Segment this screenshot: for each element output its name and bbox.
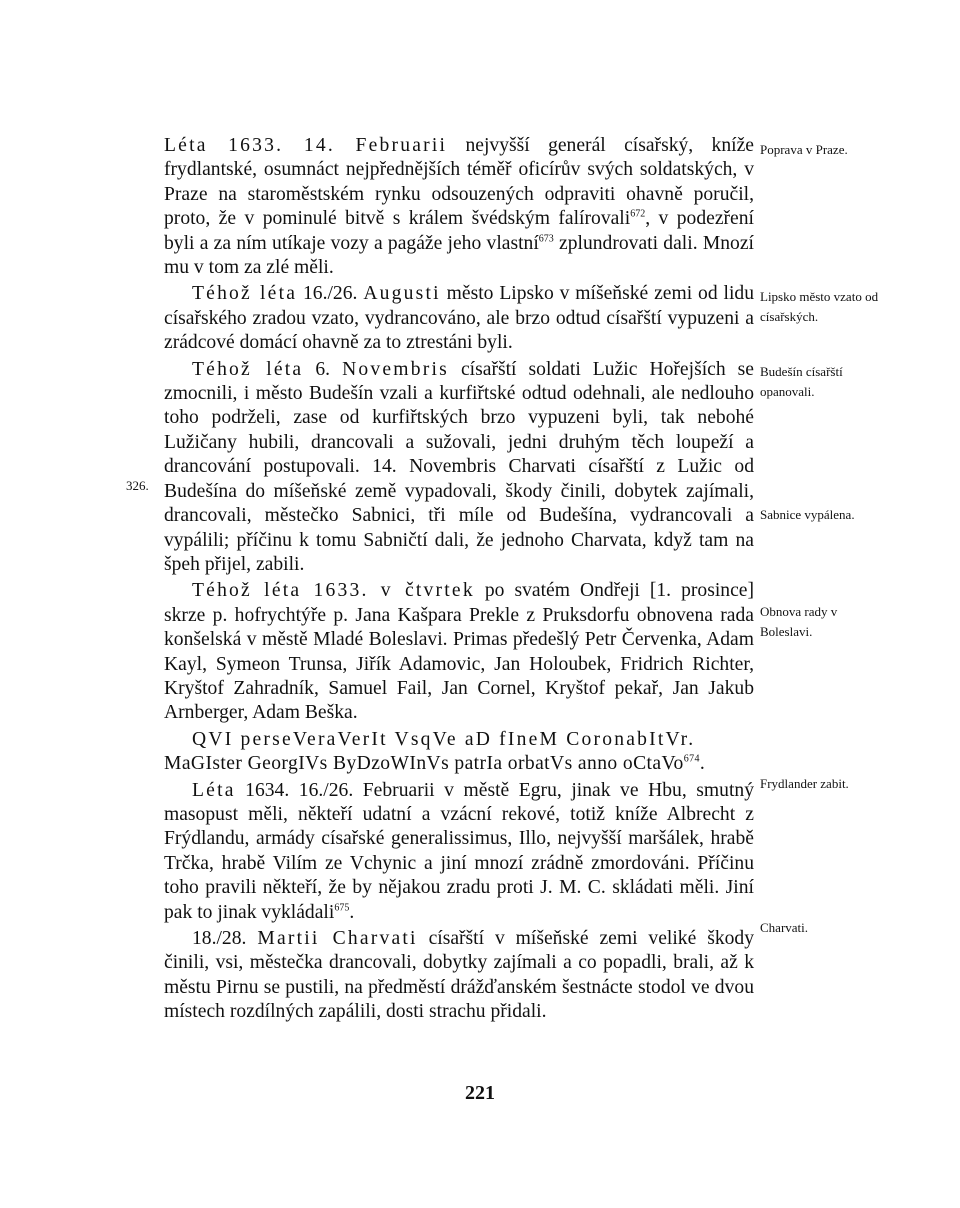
footnote-ref-672: 672 (630, 208, 646, 220)
paragraph-3 (164, 358, 754, 578)
margin-note-budesin: Budešín císařští opanovali. (760, 364, 843, 399)
margin-note-obnova: Obnova rady v Boleslavi. (760, 604, 838, 639)
page-number: 221 (465, 1082, 495, 1104)
paragraph-1-lead: Léta 1633. 14. Februarii (164, 135, 448, 156)
line-marker: 326. (126, 478, 149, 493)
paragraph-2-text: 16./26. (297, 283, 364, 305)
paragraph-2 (164, 282, 754, 355)
paragraph-7-text-2: císařští v míšeňské zemi veliké škody činili, vsi, městečka drancovali, dobytky zajímali a co popadli, brali, až k městu Pirnu se pustili, na předměstí drážďanském šestnácte stodol ve dvou místech rozdílných zapálili, dosti strachu přidali. (164, 928, 755, 1023)
paragraph-2-lead-2: Augusti (363, 283, 441, 305)
paragraph-2-lead: Téhož léta (192, 283, 298, 305)
paragraph-6-lead: Léta (192, 779, 236, 801)
chronogram (164, 728, 754, 777)
main-text (164, 134, 754, 1025)
paragraph-6-text: 1634. 16./26. Februarii v městě Egru, jinak ve Hbu, smutný masopust měli, někteří udatní a vzácní rekové, totiž kníže Albrecht z Frýdlandu, armády císařské generalissimus, Illo, nejvyšší maršálek, hrabě Trčka, hrabě Vilím ze Vchynic a jiní mnozí zrádně zmordováni. Příčinu toho pravili někteří, že by nějakou zradu proti J. M. C. skládati měli. Jiní pak to jinak vykládali (164, 779, 754, 923)
footnote-ref-674: 674 (683, 753, 700, 765)
paragraph-4-text: po svatém Ondřeji [1. prosince] skrze p. hofrychtýře p. Jana Kašpara Prekle z Pruksdorfu obnovena rada konšelská v městě Mladé Boleslavi. Primas předešlý Petr Červenka, Adam Kayl, Symeon Trunsa, Jiřík Adamovic, Jan Holoubek, Fridrich Richter, Kryštof Zahradník, Samuel Fail, Jan Cornel, Kryštof pekař, Jan Jakub Arnberger, Adam Beška. (164, 580, 754, 724)
margin-note-poprava: Poprava v Praze. (760, 142, 848, 157)
paragraph-3-text: 6. (303, 358, 343, 380)
paragraph-1-text: nejvyšší generál císařský, kníže frydlantské, osumnáct nejpřednějších téměř oficírův svých soldatských, v Praze na staroměstském rynku odsouzených odpraviti ohavně poručil, proto, že v pominulé bitvě s králem švédským falírovali (164, 135, 754, 230)
chronogram-tail: . (699, 753, 706, 775)
paragraph-4-lead: Téhož léta 1633. v čtvrtek (192, 580, 475, 602)
margin-note-frydlander: Frydlander zabit. (760, 776, 849, 791)
chronogram-line-2: MaGIster GeorgIVs ByDzoWInVs patrIa orbatVs anno oCtaVo (164, 753, 684, 775)
paragraph-1-text-2: , v podezření byli a za ním utíkaje vozy a pagáže jeho vlastní (164, 208, 754, 254)
margin-note-charvati: Charvati. (760, 920, 809, 935)
paragraph-3-lead: Téhož léta (192, 358, 304, 380)
margin-note-sabnice: Sabnice vypálena. (760, 507, 855, 522)
paragraph-1-text-3: zplundrovati dali. Mnozí mu v tom za zlé měli. (164, 232, 754, 279)
chronogram-line-1: QVI perseVeraVerIt VsqVe aD fIneM CoronabItVr. (192, 728, 696, 750)
paragraph-6 (164, 779, 754, 925)
paragraph-3-text-2: císařští soldati Lužic Hořejších se zmocnili, i město Budešín vzali a kurfiřtské odtud odehnali, ale nedlouho toho podrželi, zase od kurfiřtských brzo vypuzeni byli, tak nebohé Lužičany hubili, drancovali a sužovali, jedni druhým těch loupeží a drancování postupovali. 14. Novembris Charvati císařští z Lužic od Budešína do míšeňské země vypadovali, škody činili, dobytek zajímali, drancovali, městečko Sabnici, tři míle od Budešína, vydrancovali a vypálili; příčinu k tomu Sabničtí dali, že jednoho Charvata, když tam na špeh přijel, zabili. (164, 358, 754, 575)
footnote-ref-673: 673 (538, 233, 554, 245)
paragraph-7 (164, 927, 754, 1025)
paragraph-6-text-2: . (349, 901, 355, 923)
footnote-ref-675: 675 (334, 902, 350, 914)
paragraph-1 (164, 134, 754, 280)
paragraph-4 (164, 579, 754, 725)
paragraph-2-text-2: město Lipsko v míšeňské zemi od lidu císařského zradou vzato, vydrancováno, ale brzo odtud císařští vypuzeni a zrádcové domácí ohavně za to ztrestáni byli. (164, 283, 754, 354)
paragraph-7-lead-2: Martii Charvati (257, 928, 418, 949)
margin-note-lipsko: Lipsko město vzato od císařských. (760, 289, 879, 324)
paragraph-3-lead-2: Novembris (342, 358, 449, 380)
paragraph-7-text: 18./28. (192, 928, 258, 949)
